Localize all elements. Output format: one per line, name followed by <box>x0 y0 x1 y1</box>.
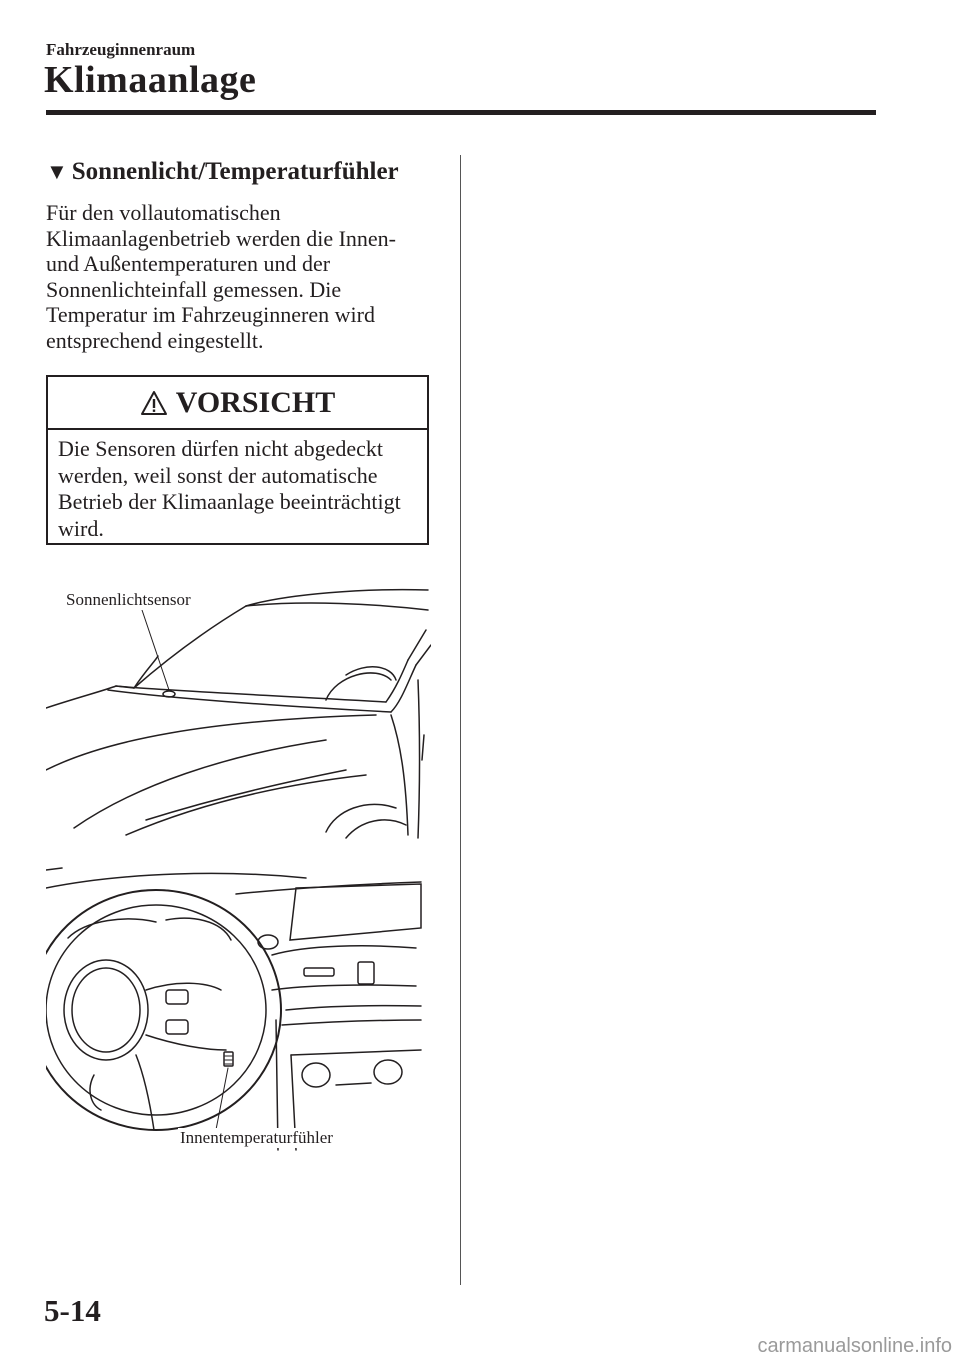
chapter-label: Fahrzeuginnenraum <box>46 40 196 59</box>
column-divider <box>460 155 461 1285</box>
figure-interior-sensor <box>46 860 431 1160</box>
warning-icon <box>140 390 168 416</box>
interior-sensor-label: Innentemperaturfühler <box>180 1128 333 1147</box>
section-body: Für den vollautomatischen Klimaanlagenbetrieb werden die Innen- und Außentemperaturen und der Sonnenlichteinfall gemessen. Die Temperatur im Fahrzeuginneren wird entsprechend eingestellt. <box>46 200 397 353</box>
dashboard-illustration <box>46 860 431 1160</box>
windshield-illustration <box>46 570 431 840</box>
sun-sensor-label: Sonnenlichtsensor <box>66 590 191 609</box>
page-number: 5-14 <box>44 1293 101 1328</box>
section-heading-text: Sonnenlicht/Temperaturfühler <box>71 158 399 185</box>
figure-sun-sensor <box>46 570 431 840</box>
caution-box <box>46 375 429 545</box>
caution-header <box>48 377 427 430</box>
page-title: Klimaanlage <box>44 59 257 101</box>
section-heading <box>46 158 399 186</box>
header-rule <box>46 110 876 115</box>
caution-title: VORSICHT <box>175 385 336 419</box>
watermark: carmanualsonline.info <box>757 1335 952 1357</box>
triangle-down-icon: ▼ <box>46 159 68 184</box>
caution-text: Die Sensoren dürfen nicht abgedeckt werden, weil sonst der automatische Betrieb der Klimaanlage beeinträchtigt wird. <box>58 436 401 541</box>
